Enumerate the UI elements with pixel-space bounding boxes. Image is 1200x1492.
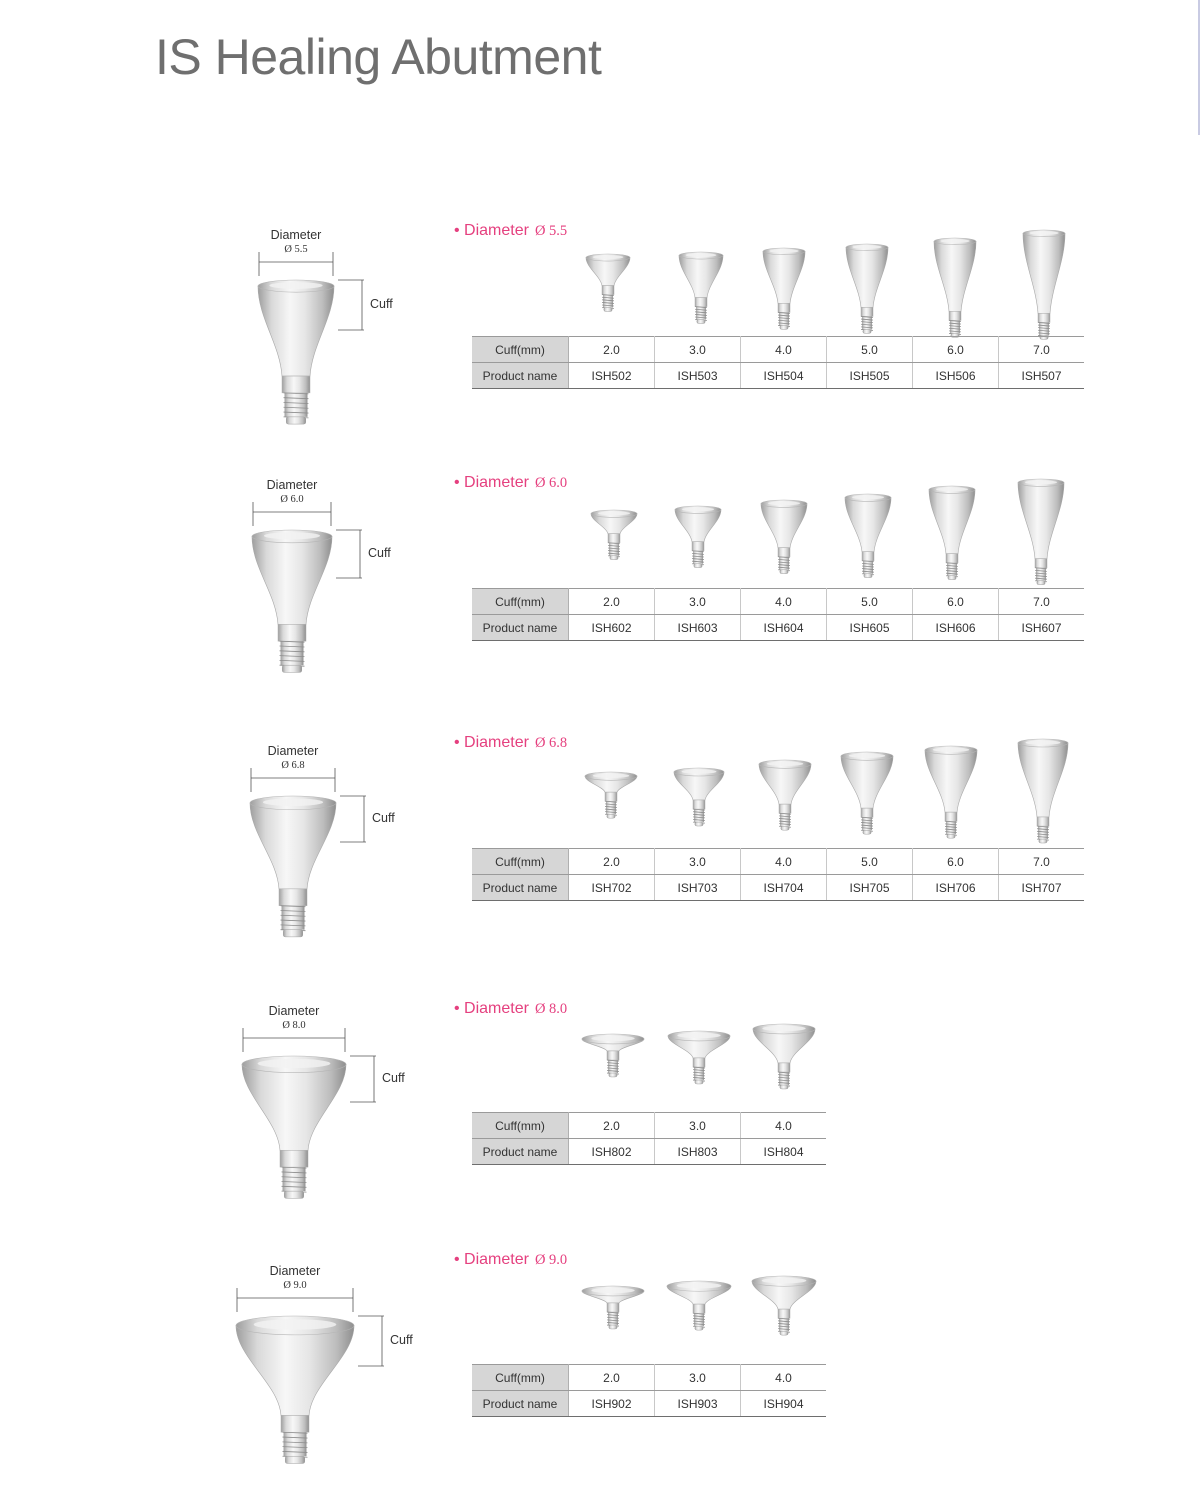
abutment-thumbnail xyxy=(665,504,731,596)
diameter-value: Ø 5.5 xyxy=(284,244,308,255)
cuff-label: Cuff xyxy=(382,1071,405,1085)
cuff-value: 5.0 xyxy=(827,849,913,875)
section-title-diameter: Ø 5.5 xyxy=(534,223,568,239)
product-name: ISH607 xyxy=(999,615,1085,641)
abutment-thumbnail xyxy=(749,758,821,858)
product-header: Product name xyxy=(472,363,569,389)
product-name: ISH902 xyxy=(569,1391,655,1417)
cuff-row xyxy=(472,1365,826,1391)
product-header: Product name xyxy=(472,1139,569,1165)
bullet: • xyxy=(454,222,465,239)
cuff-value: 5.0 xyxy=(827,589,913,615)
product-row xyxy=(472,615,1084,641)
spec-table xyxy=(472,588,1084,641)
cuff-header: Cuff(mm) xyxy=(472,1113,569,1139)
abutment-thumbnail xyxy=(575,770,647,846)
cuff-row xyxy=(472,337,1084,363)
section-title-label: Diameter xyxy=(464,222,529,239)
diameter-value: Ø 9.0 xyxy=(283,1280,307,1291)
abutment-illustration xyxy=(258,228,414,428)
section-title-diameter: Ø 8.0 xyxy=(534,1001,568,1017)
diameter-label: Diameter xyxy=(269,1264,321,1278)
diameter-label: Diameter xyxy=(268,1004,320,1018)
abutment-thumbnail xyxy=(581,508,647,588)
section-title xyxy=(454,474,567,492)
dimension-diagram xyxy=(242,1004,426,1194)
product-header: Product name xyxy=(472,615,569,641)
cuff-value: 2.0 xyxy=(569,1113,655,1139)
section-title-diameter: Ø 9.0 xyxy=(534,1252,568,1268)
diameter-label: Diameter xyxy=(270,228,322,242)
spec-table xyxy=(472,1112,826,1165)
abutment-illustration xyxy=(242,1004,426,1204)
cuff-label: Cuff xyxy=(368,546,391,560)
abutment-thumbnail xyxy=(664,766,734,854)
section-title-diameter: Ø 6.8 xyxy=(534,735,568,751)
product-name: ISH603 xyxy=(655,615,741,641)
section-title xyxy=(454,222,567,240)
section-title xyxy=(454,1251,567,1269)
cuff-value: 3.0 xyxy=(655,849,741,875)
cuff-value: 3.0 xyxy=(655,1113,741,1139)
section-title-label: Diameter xyxy=(464,734,529,751)
product-name: ISH705 xyxy=(827,875,913,901)
cuff-value: 7.0 xyxy=(999,589,1085,615)
product-header: Product name xyxy=(472,875,569,901)
product-name: ISH506 xyxy=(913,363,999,389)
product-name: ISH706 xyxy=(913,875,999,901)
product-name: ISH602 xyxy=(569,615,655,641)
dimension-diagram xyxy=(258,228,414,418)
abutment-thumbnail xyxy=(751,498,817,602)
product-row xyxy=(472,363,1084,389)
section-title-label: Diameter xyxy=(464,1251,529,1268)
section-title-label: Diameter xyxy=(464,474,529,491)
product-name: ISH504 xyxy=(741,363,827,389)
dimension-diagram xyxy=(236,1264,434,1454)
product-name: ISH707 xyxy=(999,875,1085,901)
diameter-label: Diameter xyxy=(266,478,318,492)
cuff-value: 2.0 xyxy=(569,589,655,615)
cuff-label: Cuff xyxy=(370,297,393,311)
product-row xyxy=(472,875,1084,901)
abutment-thumbnail xyxy=(831,750,903,862)
diameter-value: Ø 6.8 xyxy=(281,760,305,771)
abutment-thumbnail xyxy=(572,1032,654,1104)
spec-table xyxy=(472,848,1084,901)
cuff-value: 3.0 xyxy=(655,337,741,363)
cuff-value: 4.0 xyxy=(741,589,827,615)
dimension-diagram xyxy=(252,478,412,668)
cuff-value: 7.0 xyxy=(999,849,1085,875)
diameter-label: Diameter xyxy=(267,744,319,758)
product-name: ISH903 xyxy=(655,1391,741,1417)
cuff-value: 4.0 xyxy=(741,1113,827,1139)
cuff-value: 4.0 xyxy=(741,849,827,875)
cuff-header: Cuff(mm) xyxy=(472,849,569,875)
bullet: • xyxy=(454,734,465,751)
cuff-row xyxy=(472,849,1084,875)
section-title xyxy=(454,1000,567,1018)
cuff-value: 5.0 xyxy=(827,337,913,363)
cuff-value: 3.0 xyxy=(655,589,741,615)
product-name: ISH803 xyxy=(655,1139,741,1165)
product-name: ISH606 xyxy=(913,615,999,641)
diameter-value: Ø 6.0 xyxy=(280,494,304,505)
cuff-label: Cuff xyxy=(390,1333,413,1347)
dimension-diagram xyxy=(250,744,416,934)
product-name: ISH703 xyxy=(655,875,741,901)
product-name: ISH802 xyxy=(569,1139,655,1165)
abutment-thumbnail xyxy=(743,1022,825,1116)
cuff-value: 7.0 xyxy=(999,337,1085,363)
abutment-thumbnail xyxy=(658,1029,740,1111)
product-name: ISH505 xyxy=(827,363,913,389)
page-title: IS Healing Abutment xyxy=(155,29,602,85)
cuff-value: 2.0 xyxy=(569,337,655,363)
cuff-value: 4.0 xyxy=(741,1365,827,1391)
product-name: ISH605 xyxy=(827,615,913,641)
product-name: ISH904 xyxy=(741,1391,827,1417)
cuff-value: 6.0 xyxy=(913,849,999,875)
cuff-value: 6.0 xyxy=(913,589,999,615)
section-title-label: Diameter xyxy=(464,1000,529,1017)
bullet: • xyxy=(454,1251,465,1268)
cuff-value: 2.0 xyxy=(569,849,655,875)
cuff-row xyxy=(472,1113,826,1139)
abutment-illustration xyxy=(236,1264,434,1464)
cuff-value: 2.0 xyxy=(569,1365,655,1391)
cuff-row xyxy=(472,589,1084,615)
spec-table xyxy=(472,336,1084,389)
cuff-header: Cuff(mm) xyxy=(472,589,569,615)
bullet: • xyxy=(454,1000,465,1017)
product-name: ISH507 xyxy=(999,363,1085,389)
product-name: ISH702 xyxy=(569,875,655,901)
product-name: ISH503 xyxy=(655,363,741,389)
cuff-value: 3.0 xyxy=(655,1365,741,1391)
bullet: • xyxy=(454,474,465,491)
abutment-thumbnail xyxy=(742,1274,826,1362)
product-name: ISH704 xyxy=(741,875,827,901)
section-title xyxy=(454,734,567,752)
section-title-diameter: Ø 6.0 xyxy=(534,475,568,491)
diameter-value: Ø 8.0 xyxy=(282,1020,306,1031)
product-name: ISH502 xyxy=(569,363,655,389)
abutment-thumbnail xyxy=(572,1284,654,1356)
cuff-label: Cuff xyxy=(372,811,395,825)
abutment-illustration xyxy=(252,478,412,678)
product-name: ISH604 xyxy=(741,615,827,641)
cuff-header: Cuff(mm) xyxy=(472,337,569,363)
cuff-value: 6.0 xyxy=(913,337,999,363)
product-name: ISH804 xyxy=(741,1139,827,1165)
cuff-value: 4.0 xyxy=(741,337,827,363)
product-header: Product name xyxy=(472,1391,569,1417)
cuff-header: Cuff(mm) xyxy=(472,1365,569,1391)
abutment-thumbnail xyxy=(657,1279,741,1357)
abutment-thumbnail xyxy=(576,252,640,340)
product-row xyxy=(472,1391,826,1417)
abutment-illustration xyxy=(250,744,416,944)
spec-table xyxy=(472,1364,826,1417)
product-row xyxy=(472,1139,826,1165)
